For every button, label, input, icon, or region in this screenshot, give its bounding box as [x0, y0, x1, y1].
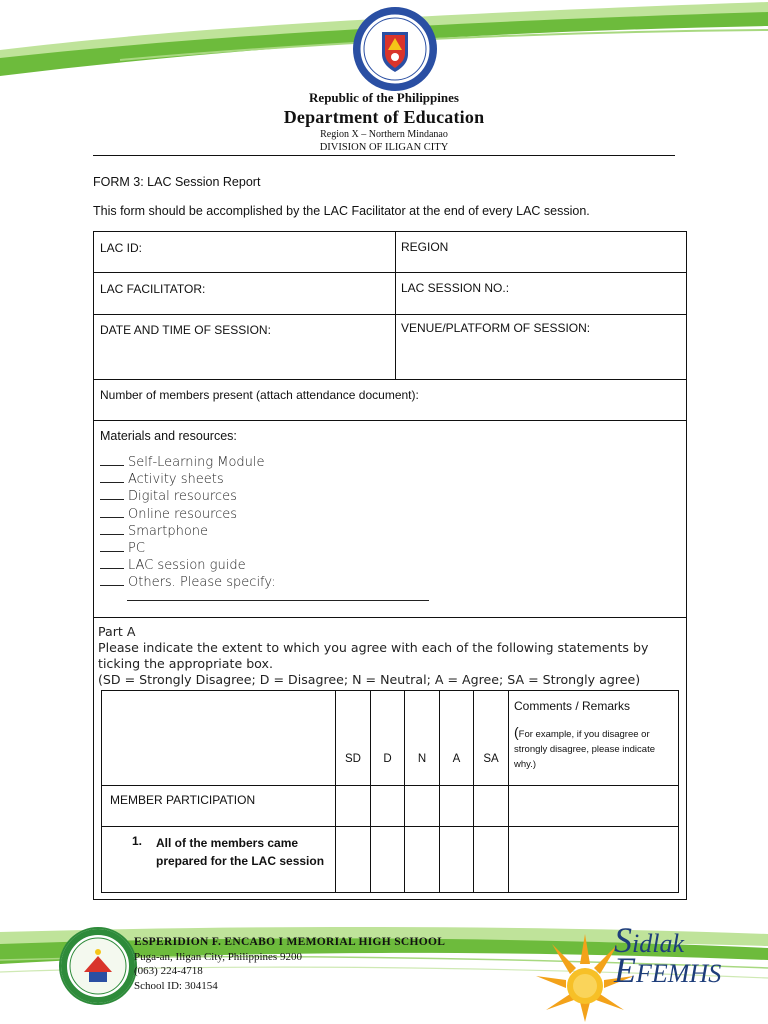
materials-title: Materials and resources:	[100, 429, 237, 443]
row-divider	[94, 272, 686, 273]
row-divider	[94, 314, 686, 315]
table-col-divider	[335, 691, 336, 892]
comments-title: Comments / Remarks	[514, 699, 631, 713]
header-divider	[93, 155, 675, 156]
checkbox-blank[interactable]	[100, 506, 124, 518]
table-col-divider	[473, 691, 474, 892]
scale-sd: SD	[345, 753, 361, 765]
checkbox-blank[interactable]	[100, 574, 124, 586]
material-item[interactable]: Smartphone	[100, 523, 276, 540]
school-phone: (063) 224-4718	[134, 965, 203, 977]
school-info	[134, 935, 445, 993]
table-row-divider	[102, 826, 678, 827]
date-time-field[interactable]: DATE AND TIME OF SESSION:	[100, 323, 271, 337]
material-item[interactable]: Self-Learning Module	[100, 454, 276, 471]
region-label: Region X – Northern Mindanao	[320, 129, 448, 140]
table-col-divider	[370, 691, 371, 892]
part-a-instruction: Please indicate the extent to which you agree with each of the following statements by ticking the appropriate box.	[98, 640, 649, 671]
table-col-divider	[404, 691, 405, 892]
scale-a: A	[452, 753, 461, 765]
row-divider	[94, 420, 686, 421]
checkbox-blank[interactable]	[100, 523, 124, 535]
school-id: School ID: 304154	[134, 979, 218, 992]
venue-field[interactable]: VENUE/PLATFORM OF SESSION:	[401, 321, 591, 335]
part-a-legend: (SD = Strongly Disagree; D = Disagree; N = Neutral; A = Agree; SA = Strongly agree)	[98, 672, 641, 687]
table-col-divider	[508, 691, 509, 892]
scale-sa: SA	[483, 753, 499, 765]
material-item[interactable]: Online resources	[100, 506, 276, 523]
table-row-divider	[102, 785, 678, 786]
item-statement: All of the members came prepared for the LAC session	[156, 836, 325, 868]
row-divider	[94, 617, 686, 618]
rating-table	[101, 690, 679, 893]
school-address: Puga-an, Iligan City, Philippines 9200	[134, 950, 302, 963]
material-item[interactable]: LAC session guide	[100, 557, 276, 574]
scale-n: N	[417, 753, 427, 765]
specify-input-line[interactable]	[127, 600, 429, 601]
department-title: Department of Education	[283, 107, 485, 127]
table-col-divider	[439, 691, 440, 892]
members-present-field[interactable]: Number of members present (attach attendance document):	[100, 388, 419, 402]
form-intro: This form should be accomplished by the LAC Facilitator at the end of every LAC session.	[93, 204, 590, 218]
checkbox-blank[interactable]	[100, 471, 124, 483]
division-label: DIVISION OF ILIGAN CITY	[319, 142, 449, 153]
lac-id-field[interactable]: LAC ID:	[100, 241, 143, 255]
school-seal-icon	[58, 926, 138, 1006]
item-number: 1.	[132, 834, 143, 848]
header-text	[0, 90, 768, 154]
part-a-section	[98, 624, 682, 688]
material-item[interactable]: PC	[100, 540, 276, 557]
material-item[interactable]: Others. Please specify:	[100, 574, 276, 591]
sidlak-efemhs-brand: Sidlak EFEMHS	[614, 920, 722, 990]
checkbox-blank[interactable]	[100, 454, 124, 466]
materials-list	[100, 454, 276, 592]
material-item[interactable]: Activity sheets	[100, 471, 276, 488]
region-field[interactable]: REGION	[401, 240, 449, 254]
checkbox-blank[interactable]	[100, 488, 124, 500]
scale-d: D	[383, 753, 392, 765]
school-name: ESPERIDION F. ENCABO I MEMORIAL HIGH SCHOOL	[134, 936, 446, 948]
republic-label: Republic of the Philippines	[309, 90, 459, 105]
deped-seal-icon	[352, 6, 438, 92]
member-participation-label: MEMBER PARTICIPATION	[110, 793, 256, 807]
part-a-heading: Part A	[98, 624, 136, 639]
column-divider	[395, 232, 396, 380]
checkbox-blank[interactable]	[100, 557, 124, 569]
checkbox-blank[interactable]	[100, 540, 124, 552]
material-item[interactable]: Digital resources	[100, 488, 276, 505]
row-divider	[94, 379, 686, 380]
lac-session-form	[93, 231, 687, 900]
form-title: FORM 3: LAC Session Report	[93, 175, 261, 189]
session-no-field[interactable]: LAC SESSION NO.:	[401, 281, 510, 295]
comments-note: (For example, if you disagree or strongly disagree, please indicate why.)	[514, 724, 656, 770]
facilitator-field[interactable]: LAC FACILITATOR:	[100, 282, 206, 296]
